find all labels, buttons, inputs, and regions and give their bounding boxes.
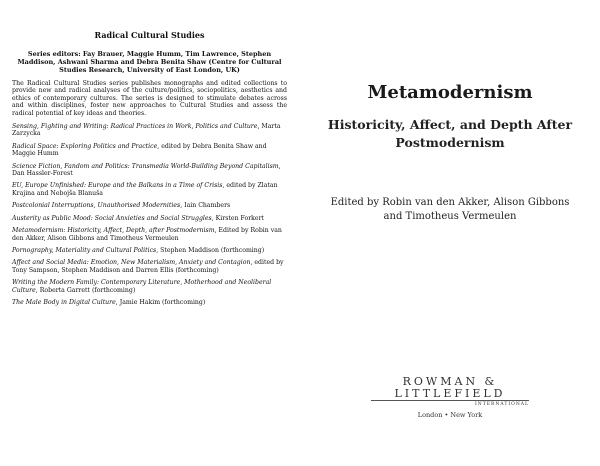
book-title: Pornography, Materiality and Cultural Politics <box>12 246 157 254</box>
book-title: Postcolonial Interruptions, Unauthorised Modernities <box>12 202 181 210</box>
book-author: , Marta Zarzycka <box>12 123 281 138</box>
book-title: EU, Europe Unfinished: Europe and the Balkans in a Time of Crisis <box>12 182 223 190</box>
book-title: Science Fiction, Fandom and Politics: Transmedia World-Building Beyond Capitalism <box>12 162 279 170</box>
book-author: , Stephen Maddison (forthcoming) <box>156 246 265 254</box>
book-entry <box>12 182 287 197</box>
publisher-location: London • New York <box>417 411 483 419</box>
book-entry <box>12 259 287 274</box>
book-title: Metamodernism: Historicity, Affect, Depth, after Postmodernism <box>12 227 215 235</box>
book-author: , Roberta Garrett (forthcoming) <box>35 286 136 294</box>
publisher-international: INTERNATIONAL <box>371 400 529 407</box>
book-subtitle: Historicity, Affect, and Depth After Postmodernism <box>327 117 573 150</box>
book-entry <box>12 143 287 158</box>
series-editors: Series editors: Fay Brauer, Maggie Humm, Tim Lawrence, Stephen Maddison, Ashwani Sharma and Debra Benita Shaw (Centre for Cultural Studies Research, University of East London, UK) <box>17 50 282 74</box>
right-page <box>300 0 600 466</box>
book-title: Radical Space: Exploring Politics and Practice <box>12 142 158 150</box>
book-entry <box>12 202 287 209</box>
book-list <box>12 123 287 306</box>
publisher-name-line1: ROWMAN & <box>402 375 498 388</box>
book-entry <box>12 299 287 306</box>
book-title: Sensing, Fighting and Writing: Radical Practices in Work, Politics and Culture <box>12 123 258 131</box>
series-description: The Radical Cultural Studies series publishes monographs and edited collections to provide new and radical analyses of the culture/politics, sociopolitics, aesthetics and ethics of contemporary cultures. The series is designed to stimulate debates across and within disciplines, foster new approaches to Cultural Studies and assess the radical potential of key ideas and theories. <box>12 80 287 117</box>
book-title: The Male Body in Digital Culture <box>12 298 116 306</box>
book-title: Austerity as Public Mood: Social Anxieties and Social Struggles <box>12 214 212 222</box>
book-title: Affect and Social Media: Emotion, New Materialism, Anxiety and Contagion <box>12 259 251 267</box>
publisher-logo <box>300 376 600 419</box>
book-entry <box>12 227 287 242</box>
publisher-name-line2: LITTLEFIELD <box>394 387 506 400</box>
book-title-heading: Metamodernism <box>367 82 533 103</box>
book-author: , Edited by Robin van den Akker, Alison Gibbons and Timotheus Vermeulen <box>12 227 282 242</box>
book-entry <box>12 163 287 178</box>
left-page <box>12 8 287 458</box>
edited-by: Edited by Robin van den Akker, Alison Gibbons and Timotheus Vermeulen <box>330 197 570 222</box>
book-author: , edited by Tony Sampson, Stephen Maddison and Darren Ellis (forthcoming) <box>12 259 284 274</box>
book-author: , edited by Debra Benita Shaw and Maggie Humm <box>12 142 267 158</box>
book-author: , Kirsten Forkert <box>211 214 265 222</box>
book-entry <box>12 215 287 222</box>
series-title: Radical Cultural Studies <box>94 30 205 40</box>
book-title: Writing the Modern Family: Contemporary Literature, Motherhood and Neoliberal Culture <box>12 279 272 294</box>
book-entry <box>12 279 287 294</box>
book-author: , edited by Zlatan Krajina and Nebojša Blanuša <box>12 182 278 197</box>
book-author: , Dan Hassler-Forest <box>12 162 281 178</box>
book-entry <box>12 123 287 138</box>
book-entry <box>12 247 287 254</box>
book-author: , Iain Chambers <box>180 202 231 210</box>
book-author: , Jamie Hakim (forthcoming) <box>115 298 206 306</box>
